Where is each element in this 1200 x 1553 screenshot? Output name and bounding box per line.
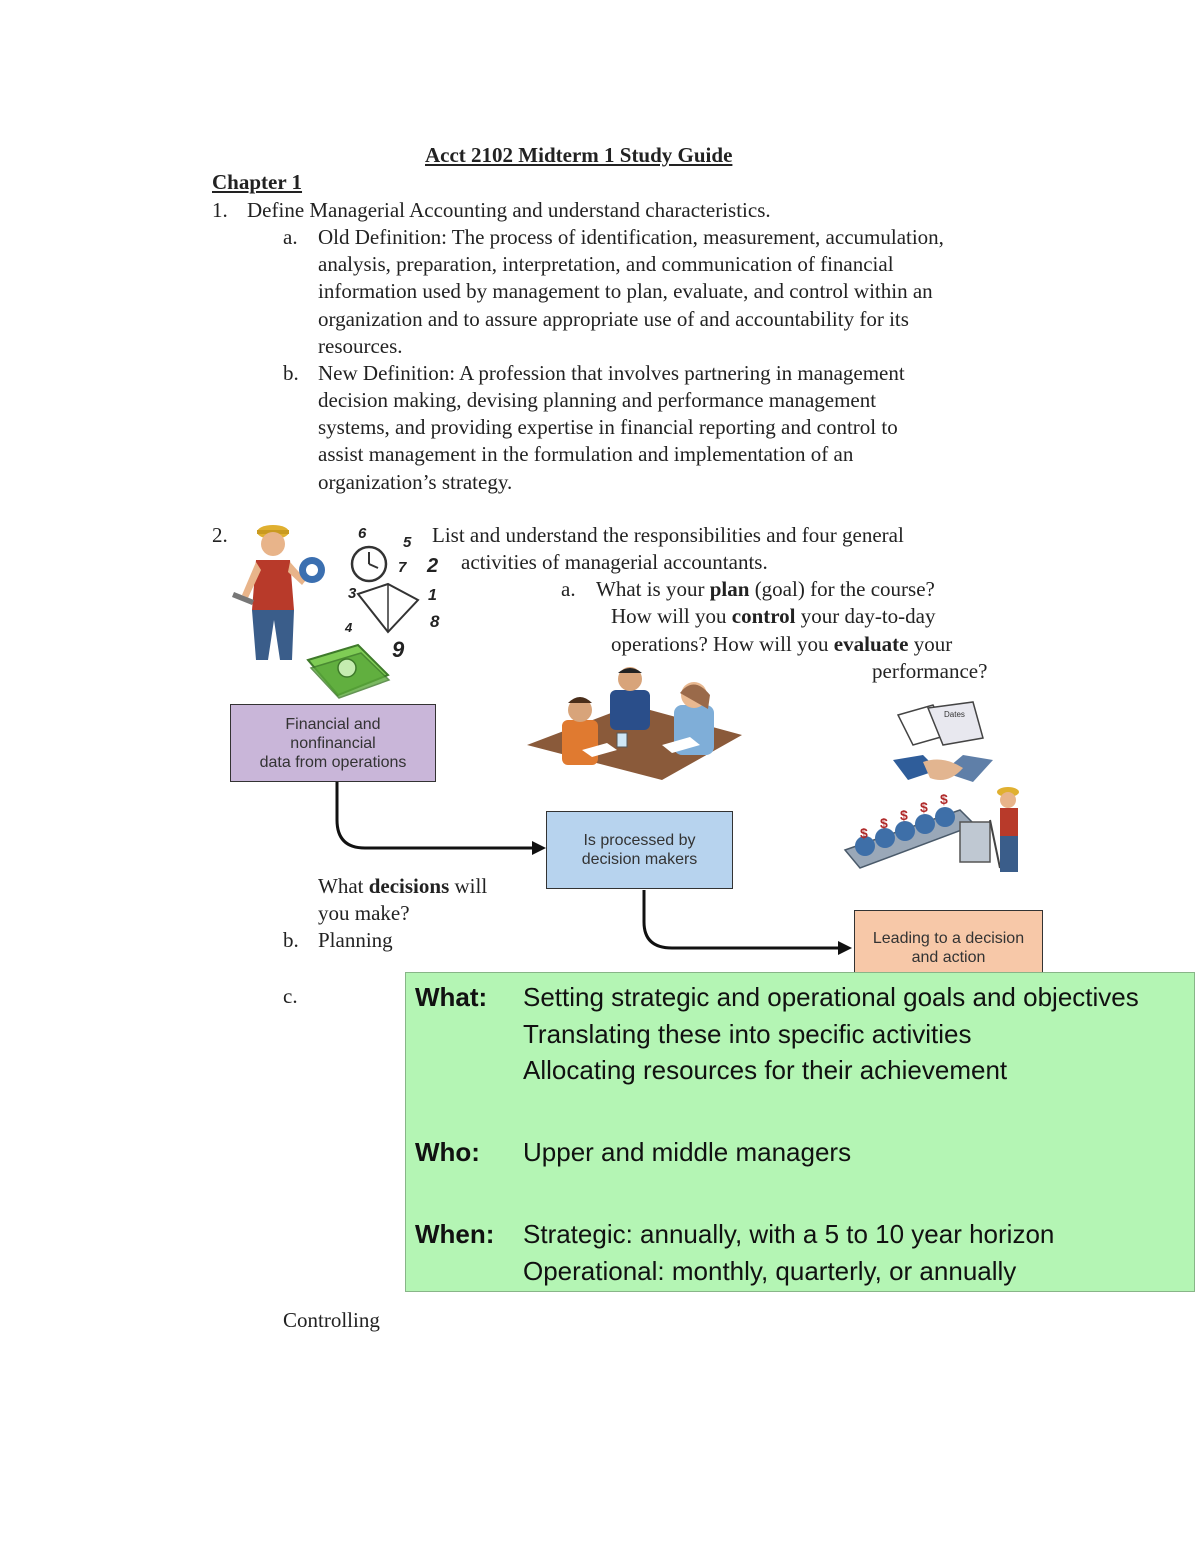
flow-box-data-line: nonfinancial [290, 734, 376, 752]
planning-summary-box [405, 972, 1195, 1292]
clock-number: 5 [403, 534, 412, 551]
q2-line1: List and understand the responsibilities and four general [432, 523, 904, 547]
q1-a-marker: a. [283, 225, 298, 249]
decisions-line2: you make? [318, 901, 410, 925]
q2-a-line4: performance? [872, 659, 988, 683]
flow-box-data [230, 704, 436, 782]
decisions-line1: What decisions will [318, 874, 488, 898]
who-label: Who: [415, 1137, 480, 1167]
when-line: Strategic: annually, with a 5 to 10 year horizon [523, 1219, 1055, 1249]
svg-text:$: $ [900, 807, 908, 823]
clock-number: 4 [345, 620, 353, 635]
paper-label: Dates [944, 710, 965, 719]
page-title: Acct 2102 Midterm 1 Study Guide [425, 143, 733, 167]
flow-box-decision-line: and action [911, 949, 986, 966]
meeting-illustration [522, 665, 747, 785]
flow-box-data-line: Financial and [285, 715, 381, 733]
clock-number: 2 [427, 555, 439, 577]
q2-c-marker: c. [283, 984, 298, 1008]
svg-text:$: $ [920, 799, 928, 815]
what-label: What: [415, 982, 488, 1012]
q1-a-line: analysis, preparation, interpretation, and communication of financial [318, 252, 894, 276]
q1-text: Define Managerial Accounting and understand characteristics. [247, 198, 771, 222]
money-illustration [303, 640, 393, 700]
clock-number: 3 [348, 585, 357, 602]
q1-b-line: organization’s strategy. [318, 470, 513, 494]
q2-a-line3: operations? How will you evaluate your [611, 632, 953, 656]
flow-box-processed [546, 811, 733, 889]
svg-text:$: $ [940, 791, 948, 807]
q1-number: 1. [212, 198, 228, 222]
q1-b-marker: b. [283, 361, 299, 385]
flow-box-processed-line: Is processed by [583, 832, 696, 849]
svg-text:$: $ [880, 815, 888, 831]
q1-a-line: resources. [318, 334, 403, 358]
clock-number: 8 [430, 612, 440, 631]
q1-b-line: decision making, devising planning and performance management [318, 388, 877, 412]
q1-a-line: organization and to assure appropriate use of and accountability for its [318, 307, 909, 331]
clock-number: 1 [428, 587, 437, 604]
what-line: Translating these into specific activities [523, 1019, 972, 1049]
chapter-heading: Chapter 1 [212, 170, 303, 194]
q2-b-text: Planning [318, 928, 393, 952]
who-text: Upper and middle managers [523, 1137, 852, 1167]
q2-b-marker: b. [283, 928, 299, 952]
clock-number: 9 [392, 637, 405, 662]
svg-text:$: $ [860, 825, 868, 841]
q1-b-line: assist management in the formulation and implementation of an [318, 442, 854, 466]
controlling-text: Controlling [283, 1308, 380, 1332]
q1-b-line: systems, and providing expertise in financial reporting and control to [318, 415, 898, 439]
q1-a-line: Old Definition: The process of identification, measurement, accumulation, [318, 225, 944, 249]
when-line: Operational: monthly, quarterly, or annually [523, 1256, 1017, 1286]
clock-number: 7 [398, 559, 407, 576]
q1-b-line: New Definition: A profession that involves partnering in management [318, 361, 905, 385]
flow-box-data-line: data from operations [259, 753, 407, 771]
q2-a-line1: What is your plan (goal) for the course? [596, 577, 935, 601]
clock-number: 6 [358, 525, 367, 542]
flow-box-decision [854, 910, 1043, 976]
q2-a-line2: How will you control your day-to-day [611, 604, 936, 628]
flow-box-decision-line: Leading to a decision [872, 930, 1025, 947]
q2-number: 2. [212, 523, 228, 547]
what-line: Setting strategic and operational goals and objectives [523, 982, 1139, 1012]
q1-a-line: information used by management to plan, evaluate, and control within an [318, 279, 933, 303]
q2-a-marker: a. [561, 577, 576, 601]
what-line: Allocating resources for their achievement [523, 1055, 1008, 1085]
when-label: When: [415, 1219, 495, 1249]
q2-line2: activities of managerial accountants. [461, 550, 768, 574]
flow-box-processed-line: decision makers [581, 851, 698, 868]
